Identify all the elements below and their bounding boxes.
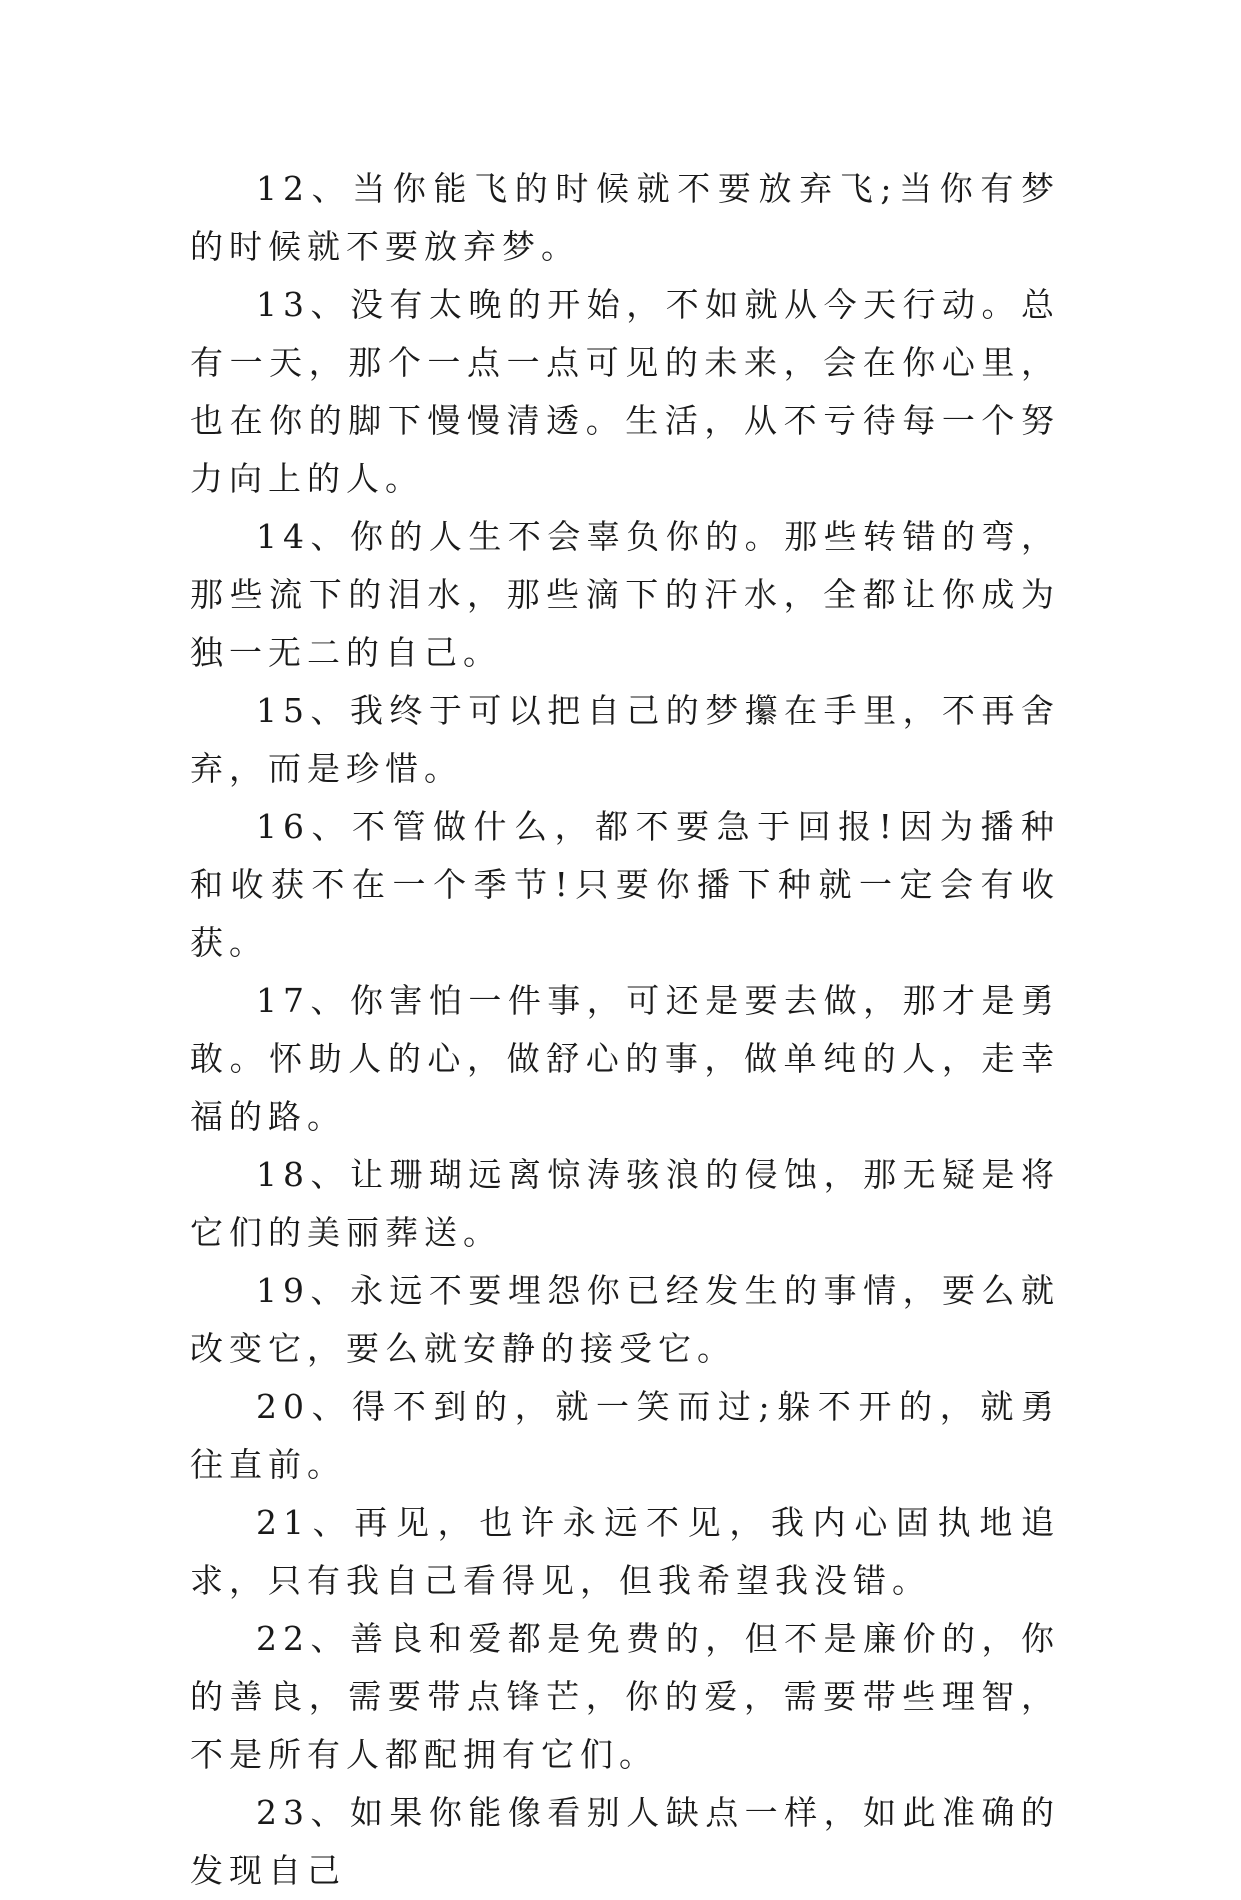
- paragraph-21: 21、再见，也许永远不见，我内心固执地追求，只有我自己看得见，但我希望我没错。: [190, 1503, 1060, 1600]
- paragraph-17: 17、你害怕一件事，可还是要去做，那才是勇敢。怀助人的心，做舒心的事，做单纯的人，走幸福的路。: [190, 981, 1060, 1136]
- paragraph-19: 19、永远不要埋怨你已经发生的事情，要么就改变它，要么就安静的接受它。: [190, 1271, 1060, 1368]
- paragraph-20: 20、得不到的，就一笑而过;躲不开的，就勇往直前。: [190, 1387, 1060, 1484]
- paragraph-12: 12、当你能飞的时候就不要放弃飞;当你有梦的时候就不要放弃梦。: [190, 169, 1060, 266]
- paragraph-14: 14、你的人生不会辜负你的。那些转错的弯，那些流下的泪水，那些滴下的汗水，全都让你成为独一无二的自己。: [190, 517, 1060, 672]
- paragraph-13: 13、没有太晚的开始，不如就从今天行动。总有一天，那个一点一点可见的未来，会在你心里，也在你的脚下慢慢清透。生活，从不亏待每一个努力向上的人。: [190, 285, 1060, 498]
- paragraph-15: 15、我终于可以把自己的梦攥在手里，不再舍弃，而是珍惜。: [190, 691, 1060, 788]
- paragraph-23: 23、如果你能像看别人缺点一样，如此准确的发现自己: [190, 1793, 1060, 1890]
- paragraph-18: 18、让珊瑚远离惊涛骇浪的侵蚀，那无疑是将它们的美丽葬送。: [190, 1155, 1060, 1252]
- document-body: [190, 160, 1060, 1900]
- paragraph-22: 22、善良和爱都是免费的，但不是廉价的，你的善良，需要带点锋芒，你的爱，需要带些理智，不是所有人都配拥有它们。: [190, 1619, 1060, 1774]
- paragraph-16: 16、不管做什么，都不要急于回报!因为播种和收获不在一个季节!只要你播下种就一定会有收获。: [190, 807, 1060, 962]
